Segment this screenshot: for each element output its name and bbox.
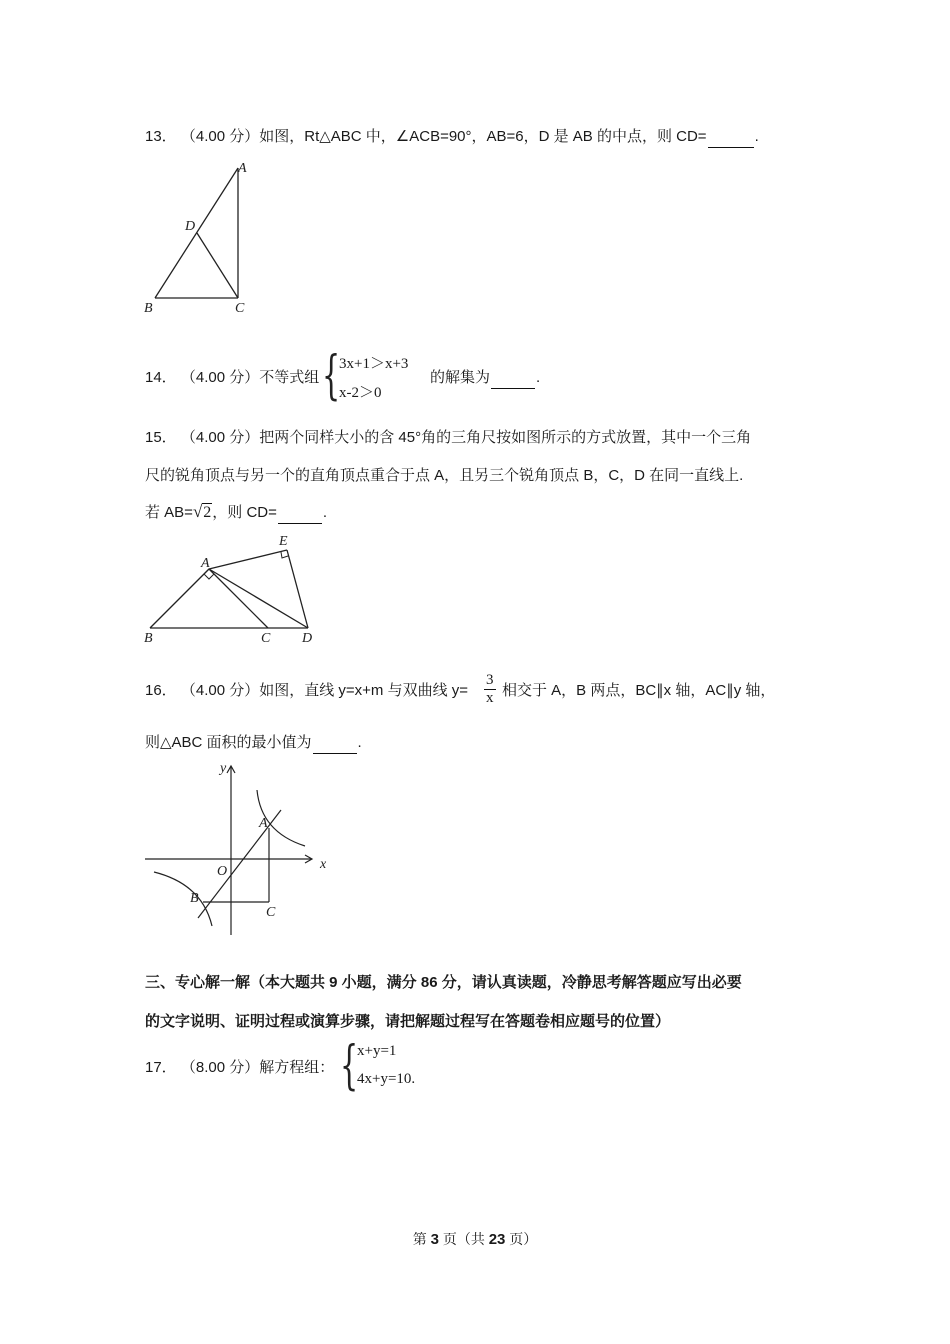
q15-side-ae xyxy=(209,550,287,569)
q16-number: 16． xyxy=(145,682,177,699)
q17-end: . xyxy=(411,1071,416,1087)
q15-line3 xyxy=(145,502,327,524)
q16-text-pre: 如图，直线 y=x+m 与双曲线 y= xyxy=(259,682,469,699)
q13-end: . xyxy=(754,128,759,145)
q15-side-ab xyxy=(150,569,209,628)
q15-score: （4.00 分） xyxy=(180,429,260,446)
q16-text-line2: 则△ABC 面积的最小值为 xyxy=(145,734,312,751)
q14-end: . xyxy=(536,369,541,386)
q14-number: 14． xyxy=(145,369,177,386)
q17-row2 xyxy=(357,1071,415,1088)
section3-heading-line2: 的文字说明、证明过程或演算步骤，请把解题过程写在答题卷相应题号的位置） xyxy=(145,1013,671,1030)
q15-line2: 尺的锐角顶点与另一个的直角顶点重合于点 A，且另三个锐角顶点 B，C，D 在同一直线上. xyxy=(145,467,744,484)
q14-brace: { xyxy=(322,346,341,406)
q14-text: 不等式组 xyxy=(259,369,320,386)
q14-row2: x-2＞0 xyxy=(339,385,382,401)
q13-label-c: C xyxy=(235,301,245,316)
q16-line2 xyxy=(145,733,362,754)
q16-line1-pre xyxy=(145,681,468,701)
q15-right-angle-e xyxy=(281,552,288,558)
q13-label-d: D xyxy=(185,219,196,234)
section3-heading-line1: 三、专心解一解（本大题共 9 小题，满分 86 分，请认真读题，冷静思考解答题应写出必要 xyxy=(145,974,742,991)
q16-label-c: C xyxy=(266,905,276,920)
q16-score: （4.00 分） xyxy=(180,682,260,699)
q15-label-a: A xyxy=(201,556,210,571)
q16-label-b: B xyxy=(190,891,199,906)
footer-post: 页） xyxy=(505,1231,538,1247)
q14-line xyxy=(145,368,319,388)
q13-answer-blank[interactable] xyxy=(708,127,754,148)
q14-answer-blank[interactable] xyxy=(491,368,535,389)
q13-line xyxy=(145,127,759,148)
q13-figure xyxy=(140,158,260,318)
q16-line1-post: 相交于 A，B 两点，BC∥x 轴，AC∥y 轴， xyxy=(502,682,776,699)
footer-total-pages: 23 xyxy=(488,1231,506,1248)
q16-fraction xyxy=(484,672,496,707)
q13-label-a: A xyxy=(238,161,247,176)
footer-page-number: 3 xyxy=(430,1231,439,1248)
q14-line-after xyxy=(430,368,540,389)
q14-row1: 3x+1＞x+3 xyxy=(339,356,409,372)
q17-line xyxy=(145,1058,334,1078)
q17-score: （8.00 分） xyxy=(180,1059,260,1076)
q15-answer-blank[interactable] xyxy=(278,503,322,524)
footer-pre: 第 xyxy=(412,1231,431,1247)
q15-end: . xyxy=(322,504,328,521)
q16-fraction-denominator: x xyxy=(486,690,494,706)
q16-label-a: A xyxy=(259,816,268,831)
q16-label-y: y xyxy=(220,761,227,776)
q16-end: . xyxy=(357,734,362,751)
q15-text-line1: 把两个同样大小的含 45°角的三角尺按如图所示的方式放置，其中一个三角 xyxy=(259,429,752,446)
q13-score: （4.00 分） xyxy=(180,128,260,145)
q13-text: 如图，Rt△ABC 中，∠ACB=90°，AB=6，D 是 AB 的中点，则 CD= xyxy=(259,128,707,145)
q16-hyperbola-branch-3 xyxy=(154,872,212,926)
q13-number: 13． xyxy=(145,128,177,145)
q15-line1 xyxy=(145,428,751,448)
footer-mid: 页（共 xyxy=(438,1231,489,1247)
q16-label-o: O xyxy=(217,864,228,879)
q16-label-x: x xyxy=(320,857,327,872)
q16-answer-blank[interactable] xyxy=(313,733,357,754)
q17-text: 解方程组： xyxy=(259,1059,335,1076)
q15-label-c: C xyxy=(261,631,271,646)
q15-text-line3-post: ，则 CD= xyxy=(212,504,277,521)
q15-text-line3-pre: 若 AB= xyxy=(145,504,193,521)
q15-side-ed xyxy=(287,550,308,628)
q14-text-after: 的解集为 xyxy=(430,369,491,386)
q15-figure xyxy=(140,528,325,648)
q15-sqrt-value: 2 xyxy=(203,504,212,521)
q15-label-e: E xyxy=(279,534,288,549)
q17-row1: x+y=1 xyxy=(357,1043,397,1059)
q15-label-d: D xyxy=(302,631,313,646)
q16-fraction-numerator: 3 xyxy=(486,672,494,688)
q17-row2-text: 4x+y=10 xyxy=(357,1071,412,1087)
q15-sqrt-sign: √ xyxy=(192,502,203,521)
q15-label-b: B xyxy=(144,631,153,646)
page-footer xyxy=(0,1229,950,1249)
q17-number: 17． xyxy=(145,1059,177,1076)
q15-number: 15． xyxy=(145,429,177,446)
q16-figure xyxy=(140,758,340,940)
q13-segment-cd xyxy=(197,233,238,298)
q13-label-b: B xyxy=(144,301,153,316)
q14-score: （4.00 分） xyxy=(180,369,260,386)
q17-brace: { xyxy=(340,1036,359,1096)
